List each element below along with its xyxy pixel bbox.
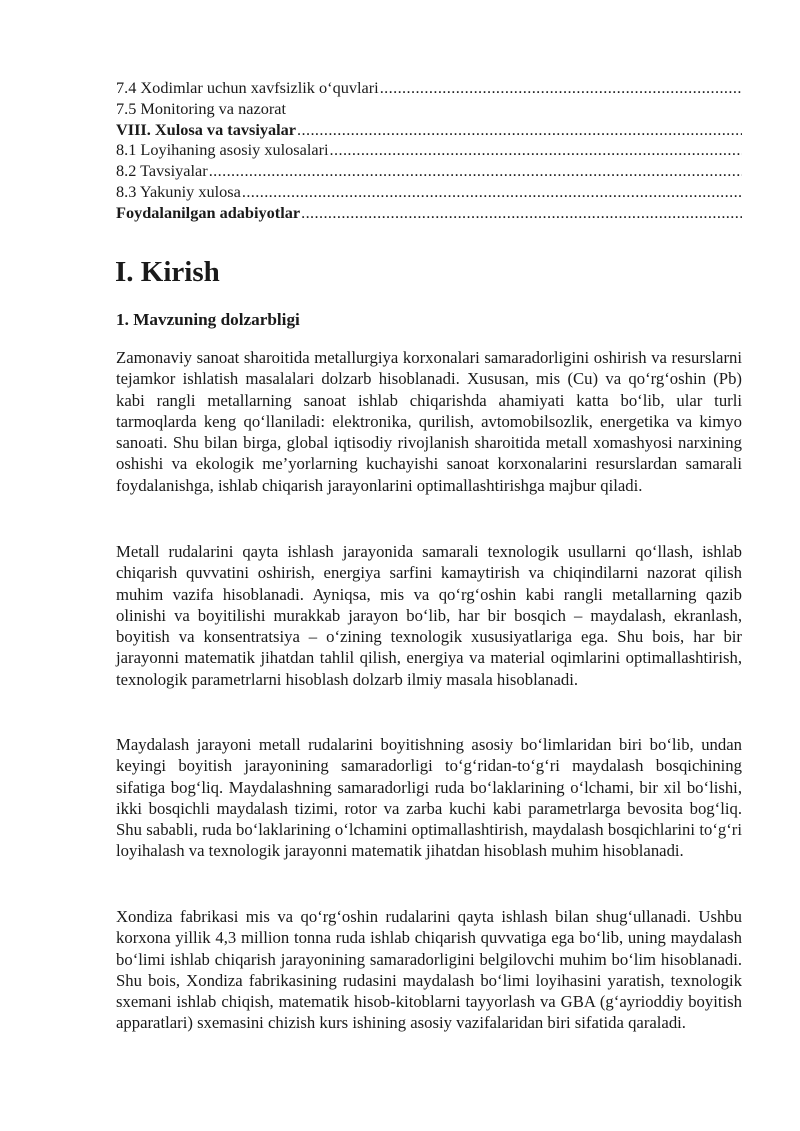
table-of-contents [116,78,742,224]
toc-entry-references[interactable] [116,203,742,224]
toc-leader-dots [301,203,742,224]
toc-leader-dots [380,78,742,99]
toc-entry-label: 7.5 Monitoring va nazorat [116,98,287,118]
toc-leader-dots [297,120,742,141]
toc-entry-label: 8.2 Tavsiyalar [116,161,208,181]
body-paragraph: Maydalash jarayoni metall rudalarini boyitishning asosiy bo‘limlaridan biri bo‘lib, undan keyingi boyitish jarayonining samaradorligi to‘g‘ridan-to‘g‘ri maydalash bosqichining sifatiga bog‘liq. Maydalashning samaradorligi ruda bo‘laklarining o‘lchami, bir xil bo‘lishi, ikki bosqichli maydalash tizimi, rotor va zarba kuchi kabi parametrlarga bevosita bog‘liq. Shu sababli, ruda bo‘laklarining o‘lchamini optimallashtirish, maydalash bosqichlarini to‘g‘ri loyihalash va texnologik jarayonni matematik jihatdan hisoblash muhim hisoblanadi. [116,735,742,861]
toc-entry[interactable] [116,182,742,203]
toc-leader-dots [209,161,742,182]
body-paragraph: Metall rudalarini qayta ishlash jarayonida samarali texnologik usullarni qo‘llash, ishlab chiqarish quvvatini oshirish, energiya sarfini kamaytirish va chiqindilarni nazorat qilish muhim vazifa hisoblanadi. Ayniqsa, mis va qo‘rg‘oshin kabi rangli metallarning qazib olinishi va boyitilishi murakkab jarayon bo‘lib, har bir bosqich – maydalash, ekranlash, boyitish va konsentratsiya – o‘zining texnologik xususiyatlariga ega. Shu bois, har bir jarayonni matematik jihatdan tahlil qilish, energiya va material oqimlarini optimallashtirish, texnologik parametrlarni hisoblash dolzarb ilmiy masala hisoblanadi. [116,542,742,689]
toc-leader-dots [330,140,742,161]
toc-entry[interactable] [116,161,742,182]
toc-entry-chapter[interactable] [116,120,742,141]
subsection-heading: 1. Mavzuning dolzarbligi [116,310,300,329]
toc-entry[interactable] [116,78,742,99]
body-paragraph: Zamonaviy sanoat sharoitida metallurgiya korxonalari samaradorligini oshirish va resurslarni tejamkor ishlatish masalalari dolzarb hisoblanadi. Xususan, mis (Cu) va qo‘rg‘oshin (Pb) kabi rangli metallarning sanoat ishlab chiqarishda ahamiyati katta bo‘lib, ular turli tarmoqlarda keng qo‘llaniladi: elektronika, qurilish, avtomobilsozlik, energetika va kimyo sanoati. Shu bilan birga, global iqtisodiy rivojlanish sharoitida metall xomashyosi narxining oshishi va ekologik me’yorlarning kuchayishi sanoat korxonalarini resurslardan samarali foydalanishga, ishlab chiqarish jarayonlarini optimallashtirishga majbur qiladi. [116,348,742,495]
toc-entry-label: 8.1 Loyihaning asosiy xulosalari [116,140,329,160]
toc-leader-dots [242,182,742,203]
toc-entry-label: VIII. Xulosa va tavsiyalar [116,119,297,139]
section-heading: I. Kirish [115,256,220,288]
toc-entry-label: Foydalanilgan adabiyotlar [116,202,301,222]
toc-entry-label: 7.4 Xodimlar uchun xavfsizlik o‘quvlari [116,78,379,97]
toc-entry[interactable] [116,99,742,120]
body-paragraph: Xondiza fabrikasi mis va qo‘rg‘oshin rudalarini qayta ishlash bilan shug‘ullanadi. Ushbu korxona yillik 4,3 million tonna ruda ishlab chiqarish quvvatiga ega bo‘lib, uning maydalash bo‘limi ishlab chiqarish jarayonining samaradorligini belgilovchi muhim bo‘lim hisoblanadi. Shu bois, Xondiza fabrikasining rudasini maydalash bo‘limi loyihasini yaratish, texnologik sxemani ishlab chiqish, matematik hisob-kitoblarni tayyorlash va GBA (g‘ayrioddiy boyitish apparatlari) sxemasini chizish kurs ishining asosiy vazifalaridan biri sifatida qaraladi. [116,907,742,1033]
toc-entry[interactable] [116,140,742,161]
toc-entry-label: 8.3 Yakuniy xulosa [116,181,241,201]
